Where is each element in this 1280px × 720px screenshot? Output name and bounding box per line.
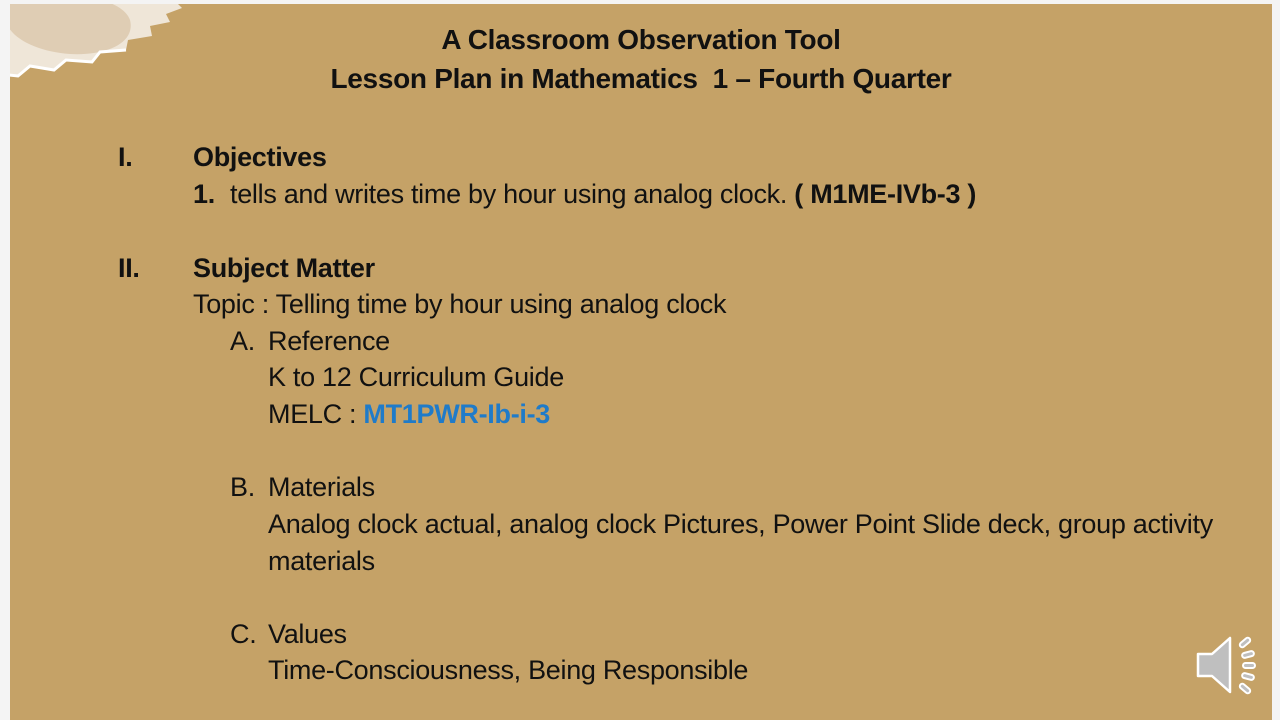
objective-code: ( M1ME-IVb-3 ) (794, 179, 977, 209)
section-heading-subject-matter: Subject Matter (193, 253, 375, 283)
materials-letter: B. (230, 472, 255, 502)
section-numeral-subject-matter: II. (118, 253, 140, 283)
values-line: Time-Consciousness, Being Responsible (268, 655, 749, 685)
topic-line: Topic : Telling time by hour using analog clock (193, 289, 727, 319)
melc-label: MELC : (268, 399, 364, 429)
slide-subtitle: Lesson Plan in Mathematics 1 – Fourth Quarter (330, 63, 952, 94)
slide-title: A Classroom Observation Tool (441, 24, 841, 55)
reference-letter: A. (230, 326, 255, 356)
section-heading-objectives: Objectives (193, 142, 327, 172)
melc-code-link[interactable]: MT1PWR-Ib-i-3 (363, 399, 550, 429)
objective-text: tells and writes time by hour using analog clock. (230, 179, 795, 209)
values-letter: C. (230, 619, 257, 649)
objective-item (230, 178, 976, 210)
reference-label: Reference (268, 326, 390, 356)
materials-label: Materials (268, 472, 375, 502)
objective-number: 1. (193, 179, 215, 209)
speaker-icon[interactable] (1192, 630, 1262, 700)
reference-guide: K to 12 Curriculum Guide (268, 362, 564, 392)
slide (10, 4, 1272, 720)
materials-line-1: Analog clock actual, analog clock Pictures, Power Point Slide deck, group activity (268, 509, 1213, 539)
values-label: Values (268, 619, 347, 649)
section-numeral-objectives: I. (118, 142, 133, 172)
materials-line-2: materials (268, 546, 375, 576)
melc-line (268, 398, 550, 430)
